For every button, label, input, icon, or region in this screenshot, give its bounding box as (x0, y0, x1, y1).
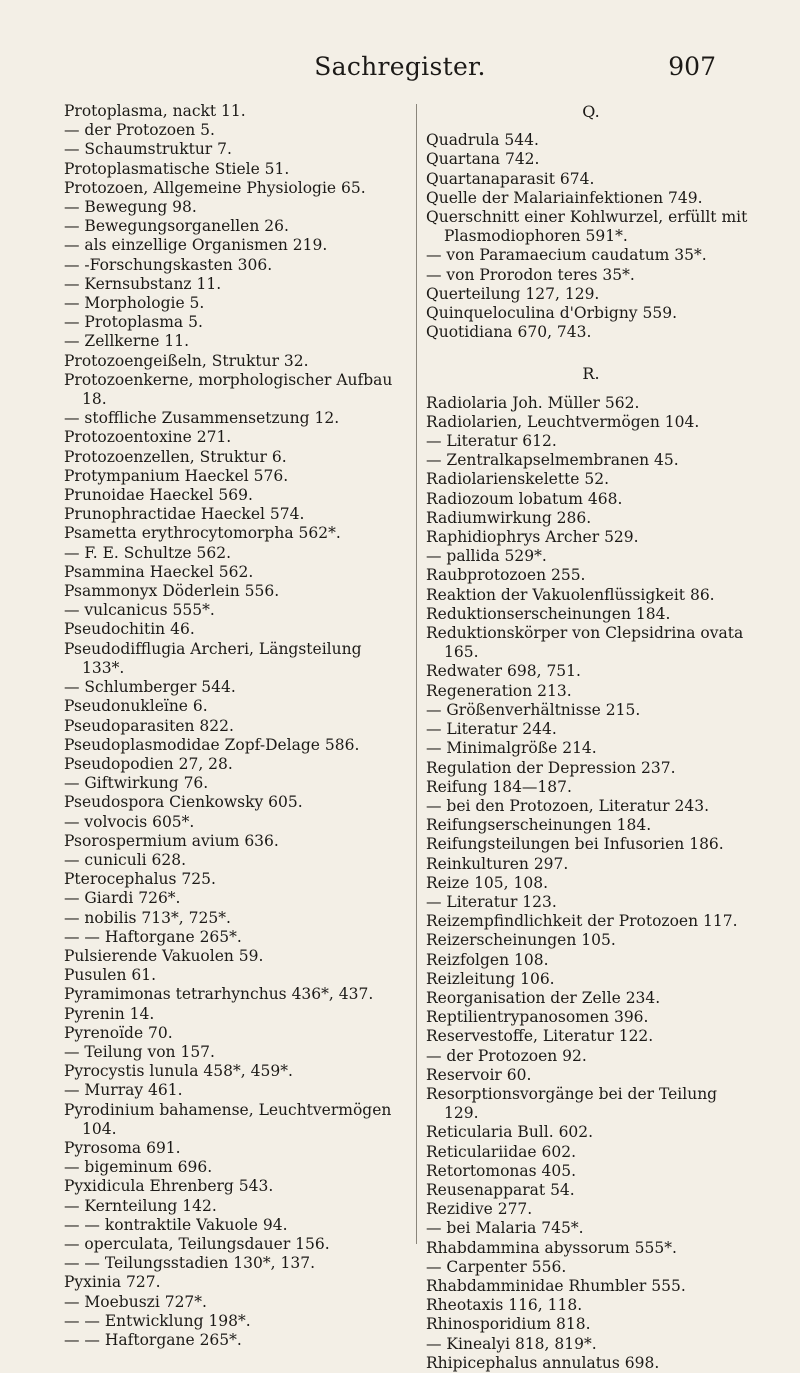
index-entry: — von Paramaecium caudatum 35*. (426, 246, 707, 265)
index-entry: Radiolarienskelette 52. (426, 470, 610, 489)
index-entry: — Literatur 612. (426, 432, 557, 451)
index-entry: Reservestoffe, Literatur 122. (426, 1027, 654, 1046)
index-entry: Redwater 698, 751. (426, 662, 581, 681)
index-entry: — bigeminum 696. (64, 1158, 213, 1177)
index-entry: Psametta erythrocytomorpha 562*. (64, 524, 341, 543)
index-entry: — — kontraktile Vakuole 94. (64, 1215, 288, 1234)
index-entry: Protozoentoxine 271. (64, 428, 232, 447)
index-entry: Quinqueloculina d'Orbigny 559. (426, 304, 678, 323)
index-entry: — Kernsubstanz 11. (64, 274, 222, 293)
index-entry: Pseudospora Cienkowsky 605. (64, 793, 303, 812)
index-entry: Reinkulturen 297. (426, 854, 569, 873)
index-entry: Raubprotozoen 255. (426, 566, 586, 585)
index-column-right (426, 102, 756, 1373)
index-entry: Reaktion der Vakuolenflüssigkeit 86. (426, 585, 715, 604)
index-entry: Psammonyx Döderlein 556. (64, 582, 280, 601)
index-entry: Quartana 742. (426, 150, 540, 169)
index-entry: — Bewegungsorganellen 26. (64, 217, 289, 236)
index-entry: Raphidiophrys Archer 529. (426, 528, 639, 547)
index-entry: — pallida 529*. (426, 547, 547, 566)
index-entry: — Größenverhältnisse 215. (426, 700, 641, 719)
index-entry: — — Teilungsstadien 130*, 137. (64, 1254, 316, 1273)
index-entry: Quelle der Malariainfektionen 749. (426, 188, 703, 207)
page-number: 907 (668, 52, 716, 81)
index-entry: Pseudonukleïne 6. (64, 697, 208, 716)
index-entry: Reservoir 60. (426, 1065, 532, 1084)
index-entry: Quotidiana 670, 743. (426, 323, 592, 342)
index-entry: — Schaumstruktur 7. (64, 140, 232, 159)
index-entry: Reifungserscheinungen 184. (426, 816, 652, 835)
index-entry: Reize 105, 108. (426, 873, 549, 892)
index-entry: — von Prorodon teres 35*. (426, 265, 635, 284)
section-letter-q: Q. (582, 102, 600, 121)
index-entry: Pseudoparasiten 822. (64, 716, 234, 735)
index-entry: — Schlumberger 544. (64, 678, 236, 697)
index-entry: — — Haftorgane 265*. (64, 927, 242, 946)
index-entry: Prunoidae Haeckel 569. (64, 486, 253, 505)
index-entry: Regeneration 213. (426, 681, 572, 700)
index-entry: Radiolarien, Leuchtvermögen 104. (426, 412, 700, 431)
index-entry: Pyrenin 14. (64, 1004, 155, 1023)
index-entry: Pyramimonas tetrarhynchus 436*, 437. (64, 985, 374, 1004)
index-entry: — Minimalgröße 214. (426, 739, 597, 758)
index-entry: Reduktionserscheinungen 184. (426, 604, 671, 623)
index-entry: — Carpenter 556. (426, 1257, 567, 1276)
index-entry: Pseudodifflugia Archeri, Längsteilung 133*. (64, 639, 362, 677)
index-entry: Querteilung 127, 129. (426, 284, 600, 303)
index-entry: — Zellkerne 11. (64, 332, 189, 351)
index-entry: Pyrenoïde 70. (64, 1023, 173, 1042)
index-entry: Resorptionsvorgänge bei der Teilung 129. (426, 1084, 718, 1123)
section-r-entries (426, 394, 756, 1373)
index-entry: Radiolaria Joh. Müller 562. (426, 393, 640, 412)
index-column-left (64, 102, 404, 1350)
page-header (0, 52, 800, 92)
index-entry: Pterocephalus 725. (64, 870, 216, 889)
index-entry: — Bewegung 98. (64, 198, 197, 217)
index-entry: Rezidive 277. (426, 1200, 533, 1219)
index-entry: Rhabdamminidae Rhumbler 555. (426, 1276, 686, 1295)
index-entry: Protozoenkerne, morphologischer Aufbau 18. (64, 370, 393, 409)
index-entry: Reptilientrypanosomen 396. (426, 1008, 649, 1027)
index-entry: Reizleitung 106. (426, 969, 555, 988)
index-entry: Prunophractidae Haeckel 574. (64, 505, 305, 524)
index-entry: — Moebuszi 727*. (64, 1292, 207, 1311)
index-entry: — der Protozoen 92. (426, 1046, 587, 1065)
index-entry: — Giardi 726*. (64, 889, 181, 908)
index-entry: Pulsierende Vakuolen 59. (64, 946, 264, 965)
index-entry: — Kinealyi 818, 819*. (426, 1334, 597, 1353)
index-entry: Reduktionskörper von Clepsidrina ovata 165. (426, 624, 744, 662)
index-entry: — Zentralkapselmembranen 45. (426, 451, 679, 470)
index-entry: Pusulen 61. (64, 966, 157, 985)
index-entry: Reifungsteilungen bei Infusorien 186. (426, 835, 724, 854)
index-entry: Rheotaxis 116, 118. (426, 1296, 583, 1315)
index-entry: — als einzellige Organismen 219. (64, 236, 328, 255)
index-entry: Pyxidicula Ehrenberg 543. (64, 1177, 274, 1196)
index-entry: Protozoengeißeln, Struktur 32. (64, 351, 309, 370)
index-entry: Reifung 184—187. (426, 777, 572, 796)
index-entry: Quadrula 544. (426, 131, 539, 150)
page-title: Sachregister. (314, 52, 486, 81)
index-entry: Quartanaparasit 674. (426, 169, 595, 188)
index-entry: Retortomonas 405. (426, 1161, 577, 1180)
index-entry: Pseudopodien 27, 28. (64, 754, 233, 773)
index-entry: — nobilis 713*, 725*. (64, 908, 231, 927)
index-entry: Protozoen, Allgemeine Physiologie 65. (64, 178, 366, 197)
index-entry: — — Entwicklung 198*. (64, 1311, 251, 1330)
index-entry: Reizerscheinungen 105. (426, 931, 616, 950)
index-entry: — stoffliche Zusammensetzung 12. (64, 409, 340, 428)
index-entry: — Morphologie 5. (64, 294, 205, 313)
index-entry: Protoplasmatische Stiele 51. (64, 159, 290, 178)
index-entry: — bei den Protozoen, Literatur 243. (426, 796, 710, 815)
index-entry: Rhinosporidium 818. (426, 1315, 591, 1334)
index-entry: Reusenapparat 54. (426, 1180, 575, 1199)
column-divider (416, 104, 417, 1244)
index-entry: — Giftwirkung 76. (64, 774, 209, 793)
index-entry: — Protoplasma 5. (64, 313, 203, 332)
index-entry: Protympanium Haeckel 576. (64, 466, 289, 485)
index-entry: Pyrocystis lunula 458*, 459*. (64, 1062, 293, 1081)
index-entry: Reorganisation der Zelle 234. (426, 988, 661, 1007)
index-entry: Protoplasma, nackt 11. (64, 102, 246, 120)
index-entry: Radiozoum lobatum 468. (426, 489, 623, 508)
index-entry: — F. E. Schultze 562. (64, 543, 232, 562)
index-entry: Querschnitt einer Kohlwurzel, erfüllt mit Plasmodiophoren 591*. (426, 208, 748, 246)
index-entry: — operculata, Teilungsdauer 156. (64, 1234, 330, 1253)
index-entry: Radiumwirkung 286. (426, 508, 592, 527)
index-entry: Reizfolgen 108. (426, 950, 549, 969)
index-entry: — Literatur 244. (426, 720, 557, 739)
index-entry: — Teilung von 157. (64, 1042, 215, 1061)
index-entry: — Murray 461. (64, 1081, 183, 1100)
index-entry: Pseudoplasmodidae Zopf-Delage 586. (64, 735, 360, 754)
index-entry: — Kernteilung 142. (64, 1196, 217, 1215)
index-entry: Psorospermium avium 636. (64, 831, 279, 850)
section-q-entries (426, 131, 756, 342)
index-entry: — volvocis 605*. (64, 812, 195, 831)
index-entry: Regulation der Depression 237. (426, 758, 676, 777)
index-entry: — vulcanicus 555*. (64, 601, 215, 620)
section-letter-r: R. (582, 364, 600, 384)
index-entry: — bei Malaria 745*. (426, 1219, 584, 1238)
index-entry: — der Protozoen 5. (64, 121, 215, 140)
index-entry: Reticularia Bull. 602. (426, 1123, 594, 1142)
index-entry: Pyrodinium bahamense, Leuchtvermögen 104. (64, 1100, 392, 1138)
index-entry: Pseudochitin 46. (64, 620, 195, 639)
index-entry: Rhabdammina abyssorum 555*. (426, 1238, 677, 1257)
index-entry: Reticulariidae 602. (426, 1142, 576, 1161)
index-entry: — Literatur 123. (426, 892, 557, 911)
index-entry: Psammina Haeckel 562. (64, 562, 254, 581)
index-entry: Rhipicephalus annulatus 698. (426, 1353, 660, 1372)
index-entry: Pyxinia 727. (64, 1273, 161, 1292)
index-entry: — -Forschungskasten 306. (64, 255, 273, 274)
index-entry: Pyrosoma 691. (64, 1138, 181, 1157)
index-entry: Protozoenzellen, Struktur 6. (64, 447, 287, 466)
index-entry: — — Haftorgane 265*. (64, 1331, 242, 1349)
index-entry: — cuniculi 628. (64, 850, 187, 869)
index-entry: Reizempfindlichkeit der Protozoen 117. (426, 912, 738, 931)
